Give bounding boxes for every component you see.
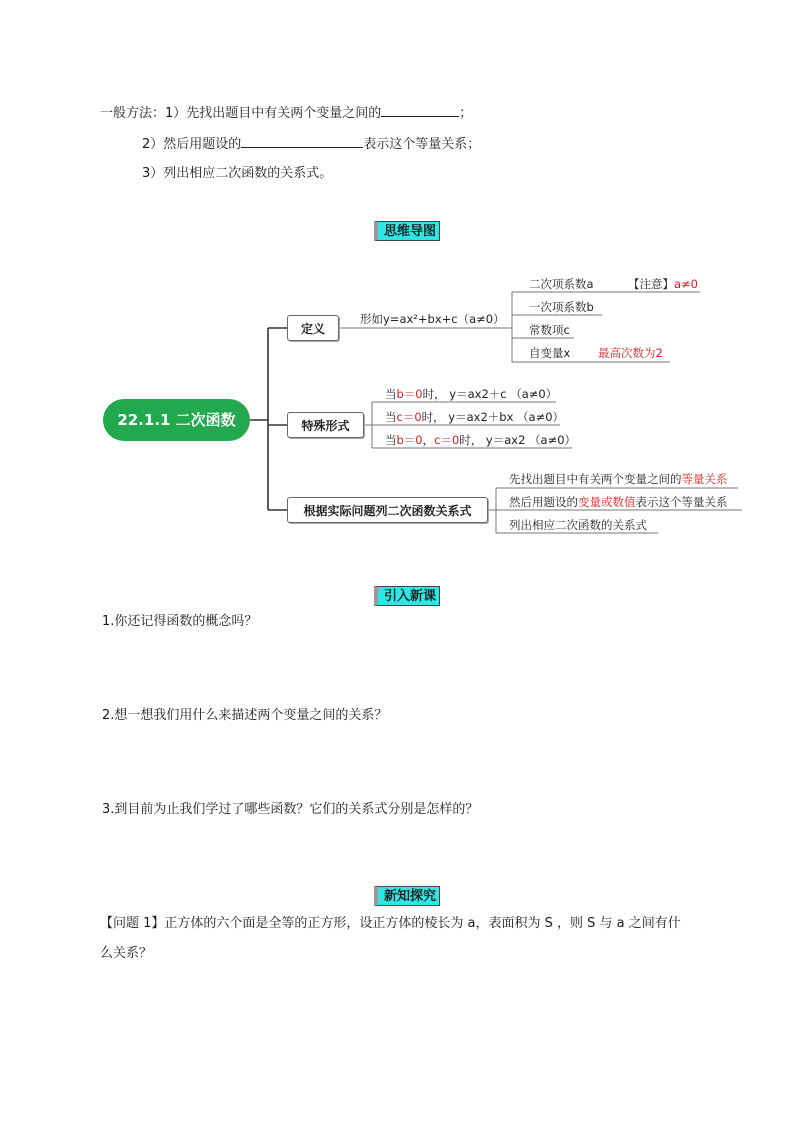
definition-formula: 形如y=ax²+bx+c（a≠0）	[360, 312, 505, 326]
question-1: 1.你还记得函数的概念吗？	[102, 614, 258, 629]
leaf-constant-term: 常数项c	[529, 323, 570, 337]
special-form-2: 当c＝0时， y＝ax2＋bx （a≠0）	[385, 410, 565, 424]
problem-1-line-2: 么关系？	[100, 946, 153, 961]
mindmap-node-special-forms: 特殊形式	[287, 412, 364, 438]
mindmap-node-practical: 根据实际问题列二次函数关系式	[287, 497, 488, 523]
practical-step-3: 列出相应二次函数的关系式	[509, 518, 647, 532]
method-line-2: 2）然后用题设的 表示这个等量关系；	[142, 134, 480, 154]
mindmap-node-definition: 定义	[287, 315, 339, 341]
mindmap-root-node: 22.1.1 二次函数	[103, 399, 250, 441]
leaf-highest-degree: 最高次数为2	[598, 346, 663, 360]
practical-step-2: 然后用题设的变量或数值表示这个等量关系	[509, 495, 728, 509]
question-3: 3.到目前为止我们学过了哪些函数？它们的关系式分别是怎样的？	[102, 802, 479, 817]
section-title-explore: 新知探究	[374, 886, 440, 906]
method-line-3: 3）列出相应二次函数的关系式。	[142, 166, 333, 181]
practical-step-1: 先找出题目中有关两个变量之间的等量关系	[509, 472, 728, 486]
leaf-note: 【注意】a≠0	[628, 277, 698, 291]
method-line-1: 一般方法：1）先找出题目中有关两个变量之间的 ；	[100, 103, 472, 123]
leaf-quadratic-coefficient: 二次项系数a	[529, 277, 594, 291]
method-step-1-text: 一般方法：1）先找出题目中有关两个变量之间的	[100, 106, 382, 121]
section-title-intro: 引入新课	[374, 586, 440, 606]
special-form-3: 当b＝0，c＝0时， y＝ax2 （a≠0）	[385, 433, 577, 447]
special-form-1: 当b＝0时， y＝ax2＋c （a≠0）	[385, 387, 558, 401]
question-2: 2.想一想我们用什么来描述两个变量之间的关系？	[102, 708, 388, 723]
method-step-2-text: 2）然后用题设的	[142, 137, 242, 152]
problem-1-line-1: 【问题 1】正方体的六个面是全等的正方形，设正方体的棱长为 a，表面积为 S ，则 S 与 a 之间有什	[100, 916, 681, 931]
section-title-mindmap: 思维导图	[374, 221, 440, 241]
leaf-independent-variable: 自变量x	[529, 346, 571, 360]
leaf-linear-coefficient: 一次项系数b	[529, 300, 594, 314]
